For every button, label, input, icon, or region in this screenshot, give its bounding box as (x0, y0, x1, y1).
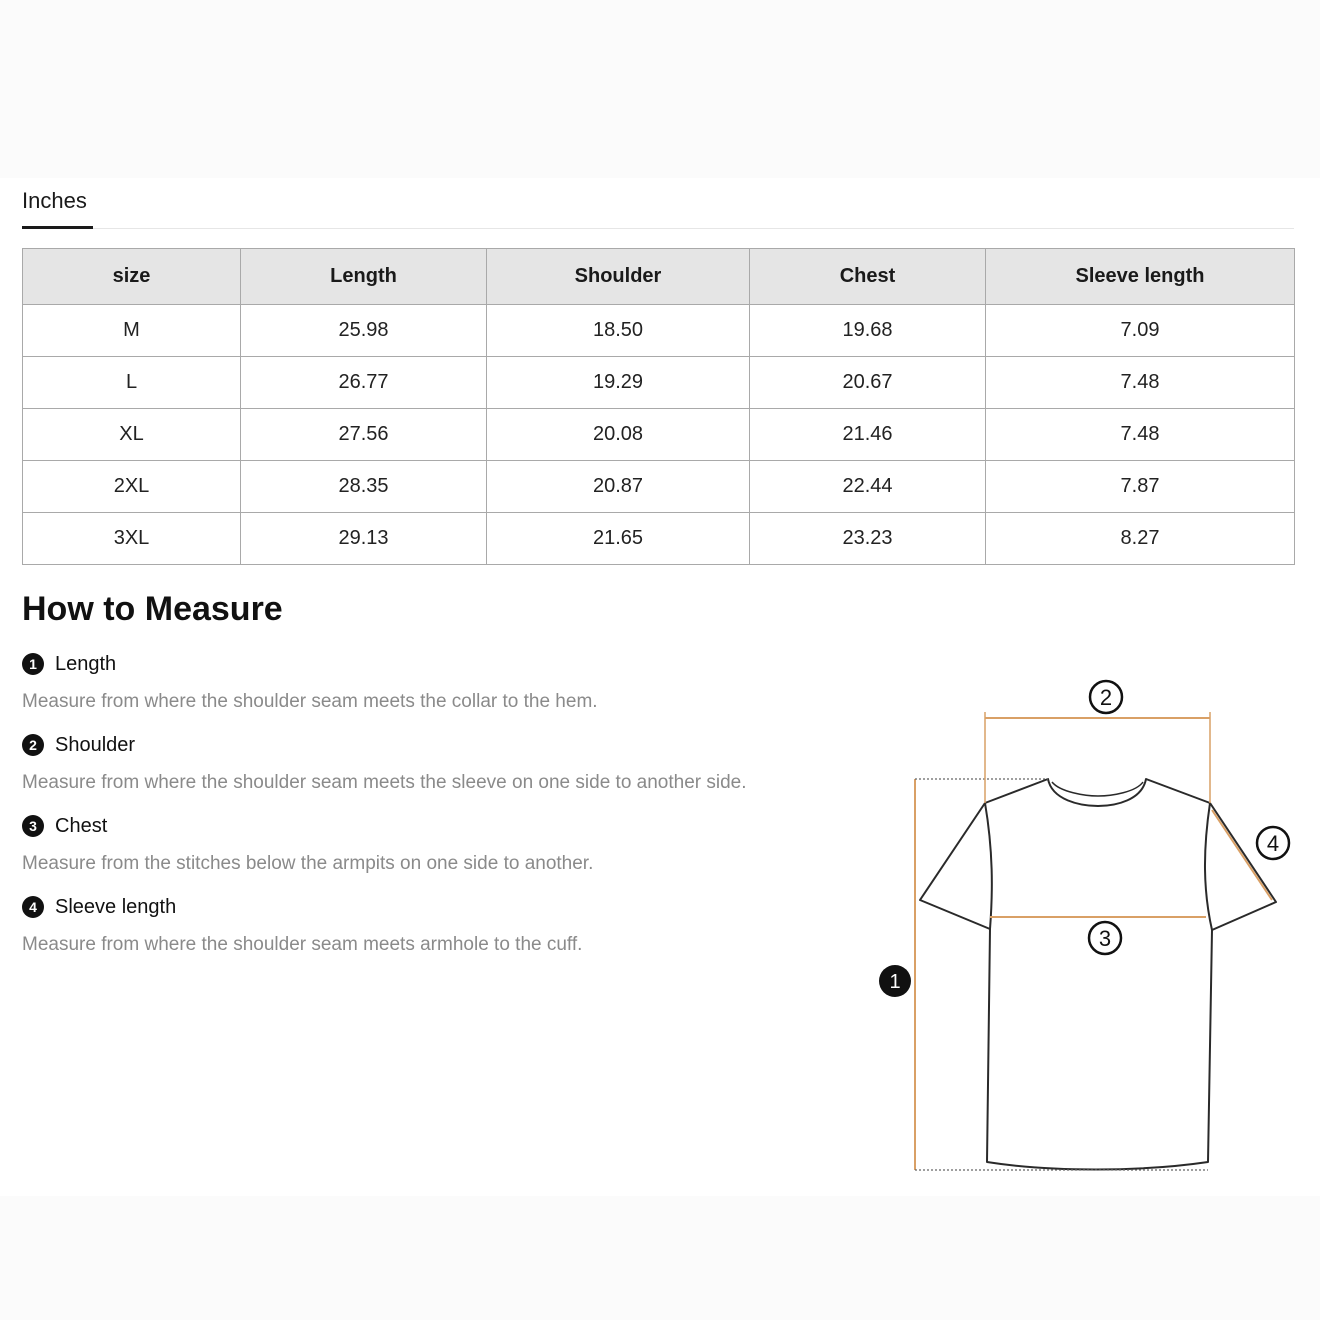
table-cell: 20.67 (750, 357, 986, 409)
table-cell: 7.87 (986, 461, 1295, 513)
table-cell: 29.13 (241, 513, 487, 565)
size-chart-panel (0, 178, 1320, 1196)
measure-label: Sleeve length (55, 895, 177, 918)
table-cell: 22.44 (750, 461, 986, 513)
column-header: Sleeve length (986, 249, 1295, 305)
table-row (23, 305, 1295, 357)
measure-item-chest (22, 813, 842, 875)
table-cell: 23.23 (750, 513, 986, 565)
marker-1-icon (879, 965, 911, 997)
table-cell: 7.48 (986, 357, 1295, 409)
measure-label: Shoulder (55, 733, 136, 756)
table-row (23, 513, 1295, 565)
tshirt-outline (920, 779, 1276, 1170)
table-cell: 19.68 (750, 305, 986, 357)
tab-inches[interactable]: Inches (22, 188, 93, 229)
number-3-icon: 3 (22, 815, 44, 837)
table-cell: 25.98 (241, 305, 487, 357)
table-cell: 21.65 (487, 513, 750, 565)
measure-label: Chest (55, 814, 108, 837)
marker-3-icon (1089, 922, 1121, 954)
measure-item-shoulder (22, 732, 842, 794)
tshirt-diagram (860, 673, 1300, 1193)
table-cell: 19.29 (487, 357, 750, 409)
column-header: Chest (750, 249, 986, 305)
number-2-icon: 2 (22, 734, 44, 756)
table-header-row (23, 249, 1295, 305)
column-header: size (23, 249, 241, 305)
table-cell: 26.77 (241, 357, 487, 409)
number-4-icon: 4 (22, 896, 44, 918)
table-cell: 3XL (23, 513, 241, 565)
measure-description: Measure from where the shoulder seam meets the collar to the hem. (22, 691, 598, 712)
table-cell: 28.35 (241, 461, 487, 513)
size-table (22, 248, 1295, 565)
table-cell: L (23, 357, 241, 409)
table-cell: 20.87 (487, 461, 750, 513)
marker-4-icon (1257, 827, 1289, 859)
svg-text:3: 3 (1098, 926, 1112, 951)
measure-description: Measure from the stitches below the armpits on one side to another. (22, 853, 594, 874)
table-cell: XL (23, 409, 241, 461)
table-cell: 2XL (23, 461, 241, 513)
how-to-measure-heading: How to Measure (22, 590, 283, 628)
table-cell: 21.46 (750, 409, 986, 461)
unit-tab-bar (22, 178, 1294, 229)
table-cell: 8.27 (986, 513, 1295, 565)
measure-description: Measure from where the shoulder seam meets armhole to the cuff. (22, 934, 583, 955)
column-header: Shoulder (487, 249, 750, 305)
svg-text:2: 2 (1099, 685, 1113, 710)
table-cell: 7.09 (986, 305, 1295, 357)
table-cell: M (23, 305, 241, 357)
table-row (23, 409, 1295, 461)
marker-2-icon (1090, 681, 1122, 713)
svg-text:4: 4 (1266, 831, 1280, 856)
measure-label: Length (55, 652, 117, 675)
table-cell: 7.48 (986, 409, 1295, 461)
svg-text:1: 1 (889, 971, 901, 993)
number-1-icon: 1 (22, 653, 44, 675)
column-header: Length (241, 249, 487, 305)
table-row (23, 461, 1295, 513)
measure-item-sleeve-length (22, 894, 842, 956)
table-row (23, 357, 1295, 409)
table-cell: 27.56 (241, 409, 487, 461)
measure-item-length (22, 651, 842, 713)
table-cell: 20.08 (487, 409, 750, 461)
table-cell: 18.50 (487, 305, 750, 357)
measure-description: Measure from where the shoulder seam meets the sleeve on one side to another side. (22, 772, 747, 793)
